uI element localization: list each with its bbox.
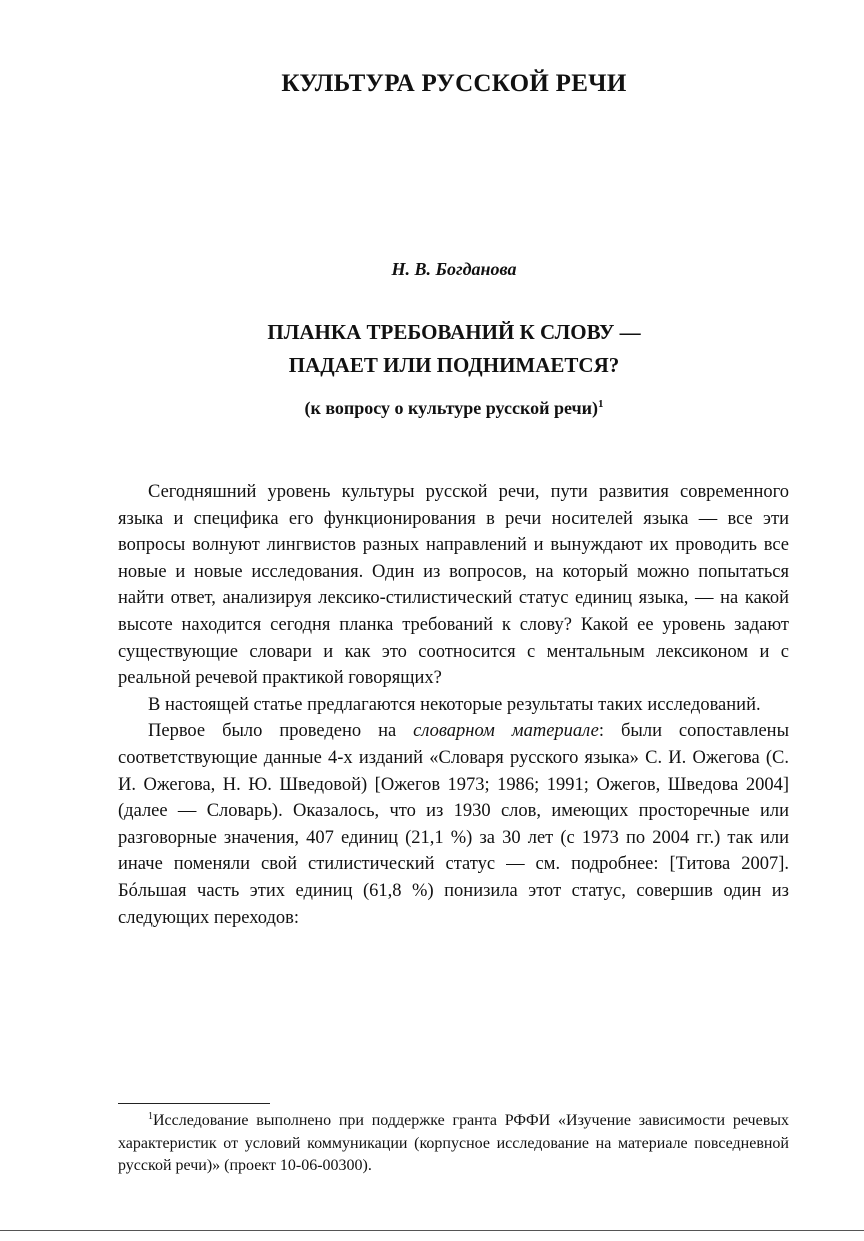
- article-title: [0, 316, 864, 382]
- paragraph-3: [118, 718, 789, 931]
- subtitle-footnote-mark: 1: [598, 398, 604, 410]
- footnote: [118, 1106, 789, 1178]
- paragraph-2: В настоящей статье предлагаются некоторые результаты таких исследований.: [148, 694, 761, 715]
- article-body: [118, 479, 789, 931]
- footnote-divider: [118, 1103, 270, 1104]
- article-title-line-1: ПЛАНКА ТРЕБОВАНИЙ К СЛОВУ —: [267, 320, 641, 344]
- paragraph-3-italic-term: словарном материале: [413, 721, 599, 742]
- paragraph-1: Сегодняшний уровень культуры русской речи, пути развития современного языка и специфика его функционирования в речи носителей языка — все эти вопросы волнуют лингвистов разных направлений и вынуждают их проводить все новые и новые исследования. Один из вопросов, на который можно попытаться найти ответ, анализируя лексико-стилистический статус единиц языка, — на какой высоте находится сегодня планка требований к слову? Какой ее уровень задают существующие словари и как это соотносится с ментальным лексиконом и с реальной речевой практикой говорящих?: [118, 482, 789, 689]
- section-title: КУЛЬТУРА РУССКОЙ РЕЧИ: [281, 70, 627, 97]
- footnote-mark: 1: [148, 1111, 153, 1122]
- page-bottom-edge: [0, 1230, 864, 1231]
- paragraph-3-rest: : были сопоставлены соответствующие данные 4-х изданий «Словаря русского языка» С. И. Ожегова (С. И. Ожегова, Н. Ю. Шведовой) [Ожегов 1973; 1986; 1991; Ожегов, Шведова 2004] (далее — Словарь). Оказалось, что из 1930 слов, имеющих просторечные или разговорные значения, 407 единиц (21,1 %) за 30 лет (с 1973 по 2004 гг.) так или иначе поменяли свой стилистический статус — см. подробнее: [Титова 2007]. Бóльшая часть этих единиц (61,8 %) понизила этот статус, совершив один из следующих переходов:: [118, 721, 789, 928]
- subtitle-text: (к вопросу о культуре русской речи): [304, 398, 599, 418]
- article-title-line-2: ПАДАЕТ ИЛИ ПОДНИМАЕТСЯ?: [288, 353, 620, 377]
- paragraph-3-start: Первое было проведено на: [148, 721, 414, 742]
- article-subtitle: [0, 398, 864, 419]
- author-name: Н. В. Богданова: [391, 259, 517, 279]
- footnote-text: Исследование выполнено при поддержке гранта РФФИ «Изучение зависимости речевых характеристик от условий коммуникации (корпусное исследование на материале повседневной русской речи)» (проект 10-06-00300).: [118, 1112, 789, 1174]
